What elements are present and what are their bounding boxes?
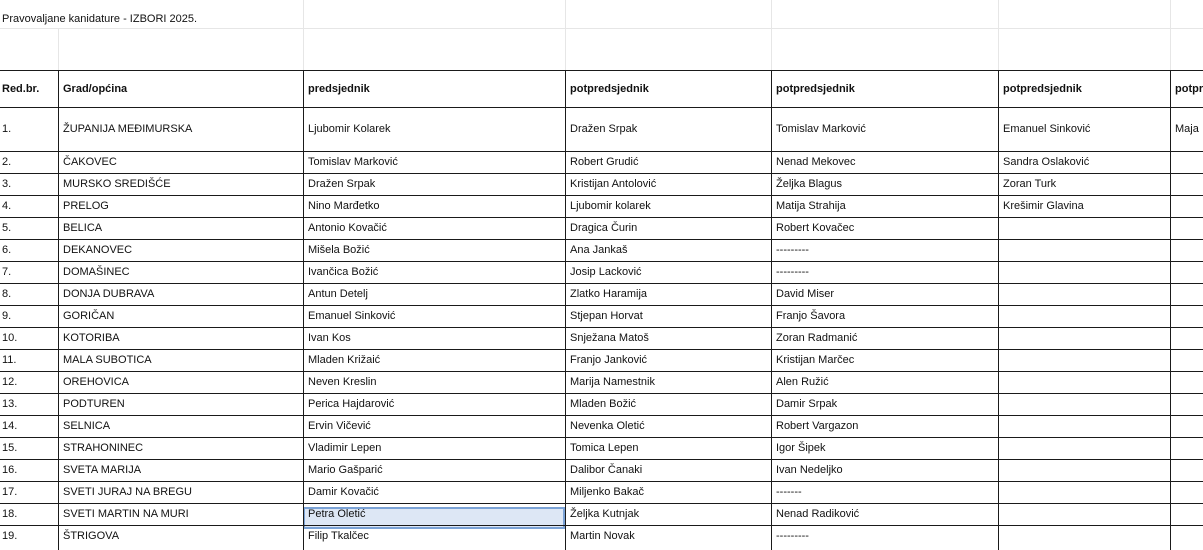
- table-border: [0, 239, 1203, 240]
- table-cell[interactable]: [1173, 415, 1203, 437]
- table-cell[interactable]: Marija Namestnik: [570, 376, 655, 388]
- table-cell[interactable]: Filip Tkalčec: [308, 530, 369, 542]
- table-cell[interactable]: [1173, 217, 1203, 239]
- table-border: [0, 393, 1203, 394]
- table-cell[interactable]: Perica Hajdarović: [308, 398, 395, 410]
- column-header[interactable]: potpredsjednik: [776, 82, 855, 95]
- table-cell[interactable]: Zoran Radmanić: [776, 332, 858, 344]
- table-border: [0, 327, 1203, 328]
- table-cell[interactable]: 19.: [2, 530, 18, 542]
- table-cell[interactable]: MALA SUBOTICA: [63, 354, 152, 366]
- table-cell[interactable]: Dalibor Čanaki: [570, 464, 643, 476]
- table-cell[interactable]: MURSKO SREDIŠĆE: [63, 178, 171, 190]
- table-border: [0, 371, 1203, 372]
- table-cell[interactable]: Mladen Križaić: [308, 354, 381, 366]
- table-cell[interactable]: [1001, 283, 1170, 305]
- table-cell[interactable]: Emanuel Sinković: [308, 310, 396, 322]
- table-cell[interactable]: Dražen Srpak: [570, 123, 638, 135]
- table-cell[interactable]: Dragica Čurin: [570, 222, 638, 234]
- column-header[interactable]: potpr: [1175, 82, 1203, 95]
- table-cell[interactable]: Robert Vargazon: [776, 420, 859, 432]
- table-cell[interactable]: ---------: [776, 266, 809, 278]
- table-cell[interactable]: SVETA MARIJA: [63, 464, 142, 476]
- table-cell[interactable]: ---------: [776, 244, 809, 256]
- table-cell[interactable]: ---------: [776, 530, 809, 542]
- table-cell[interactable]: [1001, 393, 1170, 415]
- table-cell[interactable]: 5.: [2, 222, 12, 234]
- table-cell[interactable]: ŠTRIGOVA: [63, 530, 120, 542]
- table-cell[interactable]: 2.: [2, 156, 12, 168]
- table-cell[interactable]: KOTORIBA: [63, 332, 120, 344]
- table-border: [0, 151, 1203, 152]
- table-cell[interactable]: [1001, 239, 1170, 261]
- table-cell[interactable]: -------: [776, 486, 802, 498]
- table-cell[interactable]: Snježana Matoš: [570, 332, 649, 344]
- table-border: [1170, 70, 1171, 550]
- table-cell[interactable]: Nevenka Oletić: [570, 420, 645, 432]
- table-border: [0, 503, 1203, 504]
- gridline-horizontal: [0, 28, 1203, 29]
- table-cell[interactable]: BELICA: [63, 222, 103, 234]
- table-cell[interactable]: [1173, 349, 1203, 371]
- table-cell[interactable]: [1001, 327, 1170, 349]
- table-border: [58, 70, 59, 550]
- table-cell[interactable]: [1001, 349, 1170, 371]
- table-border: [0, 459, 1203, 460]
- table-cell[interactable]: [1001, 305, 1170, 327]
- table-cell[interactable]: 13.: [2, 398, 18, 410]
- table-cell[interactable]: Franjo Šavora: [776, 310, 846, 322]
- table-cell[interactable]: [1173, 525, 1203, 547]
- table-cell[interactable]: 11.: [2, 354, 17, 366]
- table-border: [0, 173, 1203, 174]
- table-cell[interactable]: Ljubomir Kolarek: [308, 123, 391, 135]
- table-cell[interactable]: Antun Detelj: [308, 288, 368, 300]
- table-cell[interactable]: Mišela Božić: [308, 244, 370, 256]
- table-cell[interactable]: [1173, 151, 1203, 173]
- table-cell[interactable]: PRELOG: [63, 200, 109, 212]
- table-cell[interactable]: [1173, 195, 1203, 217]
- table-cell[interactable]: [1001, 371, 1170, 393]
- table-cell[interactable]: [1001, 415, 1170, 437]
- table-border: [303, 70, 304, 550]
- table-cell[interactable]: DOMAŠINEC: [63, 266, 130, 278]
- table-cell[interactable]: [1001, 261, 1170, 283]
- table-cell[interactable]: Vladimir Lepen: [308, 442, 382, 454]
- table-cell[interactable]: 17.: [2, 486, 18, 498]
- table-cell[interactable]: Martin Novak: [570, 530, 635, 542]
- table-cell[interactable]: Stjepan Horvat: [570, 310, 643, 322]
- table-cell[interactable]: ČAKOVEC: [63, 156, 117, 168]
- table-cell[interactable]: [1173, 283, 1203, 305]
- table-cell[interactable]: DONJA DUBRAVA: [63, 288, 155, 300]
- table-cell[interactable]: Ljubomir kolarek: [570, 200, 651, 212]
- table-cell[interactable]: Željka Blagus: [776, 178, 843, 190]
- table-cell[interactable]: 6.: [2, 244, 12, 256]
- table-cell[interactable]: SVETI JURAJ NA BREGU: [63, 486, 192, 498]
- table-cell[interactable]: Ervin Vičević: [308, 420, 371, 432]
- table-cell[interactable]: ŽUPANIJA MEĐIMURSKA: [63, 123, 193, 135]
- table-cell[interactable]: [1173, 371, 1203, 393]
- table-cell[interactable]: GORIČAN: [63, 310, 115, 322]
- table-border: [0, 195, 1203, 196]
- table-border: [0, 217, 1203, 218]
- table-cell[interactable]: [1001, 437, 1170, 459]
- table-cell[interactable]: [1001, 459, 1170, 481]
- table-cell[interactable]: Nenad Radiković: [776, 508, 860, 520]
- table-cell[interactable]: Matija Strahija: [776, 200, 846, 212]
- table-cell[interactable]: 10.: [2, 332, 18, 344]
- table-cell[interactable]: Kristijan Marčec: [776, 354, 855, 366]
- table-cell[interactable]: 16.: [2, 464, 18, 476]
- table-cell[interactable]: Antonio Kovačić: [308, 222, 387, 234]
- table-border: [0, 481, 1203, 482]
- table-cell[interactable]: Petra Oletić: [308, 508, 366, 520]
- table-cell[interactable]: [1001, 503, 1170, 525]
- table-border: [0, 525, 1203, 526]
- column-header[interactable]: predsjednik: [308, 82, 370, 95]
- table-cell[interactable]: [1173, 481, 1203, 503]
- table-cell[interactable]: [1173, 393, 1203, 415]
- table-cell[interactable]: [1173, 437, 1203, 459]
- table-cell[interactable]: Nino Marđetko: [308, 200, 380, 212]
- table-cell[interactable]: 15.: [2, 442, 18, 454]
- table-cell[interactable]: 3.: [2, 178, 12, 190]
- table-cell[interactable]: Tomislav Marković: [776, 123, 866, 135]
- table-cell[interactable]: Franjo Janković: [570, 354, 648, 366]
- table-cell[interactable]: [1173, 261, 1203, 283]
- table-cell[interactable]: Maja: [1175, 123, 1199, 135]
- column-header[interactable]: Red.br.: [2, 82, 40, 95]
- table-cell[interactable]: 1.: [2, 123, 12, 135]
- table-cell[interactable]: Sandra Oslaković: [1003, 156, 1090, 168]
- table-cell[interactable]: [1001, 481, 1170, 503]
- table-cell[interactable]: SELNICA: [63, 420, 111, 432]
- table-cell[interactable]: Zlatko Haramija: [570, 288, 648, 300]
- table-cell[interactable]: SVETI MARTIN NA MURI: [63, 508, 189, 520]
- table-cell[interactable]: Zoran Turk: [1003, 178, 1057, 190]
- table-cell[interactable]: Tomislav Marković: [308, 156, 398, 168]
- table-cell[interactable]: STRAHONINEC: [63, 442, 144, 454]
- table-cell[interactable]: Mario Gašparić: [308, 464, 383, 476]
- table-cell[interactable]: Krešimir Glavina: [1003, 200, 1084, 212]
- table-cell[interactable]: OREHOVICA: [63, 376, 130, 388]
- table-cell[interactable]: Josip Lacković: [570, 266, 642, 278]
- table-cell[interactable]: 4.: [2, 200, 12, 212]
- table-cell[interactable]: [1173, 503, 1203, 525]
- table-cell[interactable]: [1173, 305, 1203, 327]
- column-header[interactable]: potpredsjednik: [570, 82, 649, 95]
- table-cell[interactable]: Neven Kreslin: [308, 376, 377, 388]
- table-cell[interactable]: [1001, 217, 1170, 239]
- table-border: [0, 283, 1203, 284]
- column-header[interactable]: potpredsjednik: [1003, 82, 1082, 95]
- table-border: [998, 70, 999, 550]
- table-border: [0, 305, 1203, 306]
- table-cell[interactable]: Ana Jankaš: [570, 244, 628, 256]
- table-cell[interactable]: 8.: [2, 288, 12, 300]
- table-cell[interactable]: 9.: [2, 310, 12, 322]
- table-cell[interactable]: 14.: [2, 420, 18, 432]
- table-cell[interactable]: Damir Srpak: [776, 398, 838, 410]
- table-border: [0, 107, 1203, 108]
- table-border: [0, 349, 1203, 350]
- table-border: [0, 261, 1203, 262]
- table-cell[interactable]: [1001, 525, 1170, 547]
- table-cell[interactable]: 7.: [2, 266, 12, 278]
- table-cell[interactable]: Igor Šipek: [776, 442, 826, 454]
- table-cell[interactable]: DEKANOVEC: [63, 244, 133, 256]
- table-border: [565, 70, 566, 550]
- table-cell[interactable]: Ivan Nedeljko: [776, 464, 843, 476]
- table-cell[interactable]: Robert Kovačec: [776, 222, 855, 234]
- column-header[interactable]: Grad/općina: [63, 82, 128, 95]
- table-cell[interactable]: Alen Ružić: [776, 376, 829, 388]
- table-cell[interactable]: Ivančica Božić: [308, 266, 379, 278]
- table-cell[interactable]: Dražen Srpak: [308, 178, 376, 190]
- sheet-title: Pravovaljane kanidature - IZBORI 2025.: [2, 13, 198, 25]
- table-border: [0, 70, 1203, 71]
- table-cell[interactable]: Emanuel Sinković: [1003, 123, 1091, 135]
- table-cell[interactable]: Kristijan Antolović: [570, 178, 657, 190]
- table-border: [771, 70, 772, 550]
- table-cell[interactable]: Mladen Božić: [570, 398, 637, 410]
- table-cell[interactable]: [1173, 173, 1203, 195]
- table-cell[interactable]: David Miser: [776, 288, 835, 300]
- table-cell[interactable]: Damir Kovačić: [308, 486, 379, 498]
- table-cell[interactable]: Željka Kutnjak: [570, 508, 640, 520]
- table-cell[interactable]: Ivan Kos: [308, 332, 351, 344]
- table-cell[interactable]: [1173, 239, 1203, 261]
- table-cell[interactable]: Tomica Lepen: [570, 442, 639, 454]
- table-cell[interactable]: [1173, 327, 1203, 349]
- table-cell[interactable]: [1173, 459, 1203, 481]
- table-cell[interactable]: 12.: [2, 376, 18, 388]
- table-cell[interactable]: PODTUREN: [63, 398, 125, 410]
- table-border: [0, 415, 1203, 416]
- table-border: [0, 437, 1203, 438]
- table-cell[interactable]: Robert Grudić: [570, 156, 639, 168]
- table-cell[interactable]: 18.: [2, 508, 18, 520]
- table-cell[interactable]: Miljenko Bakač: [570, 486, 644, 498]
- table-cell[interactable]: Nenad Mekovec: [776, 156, 856, 168]
